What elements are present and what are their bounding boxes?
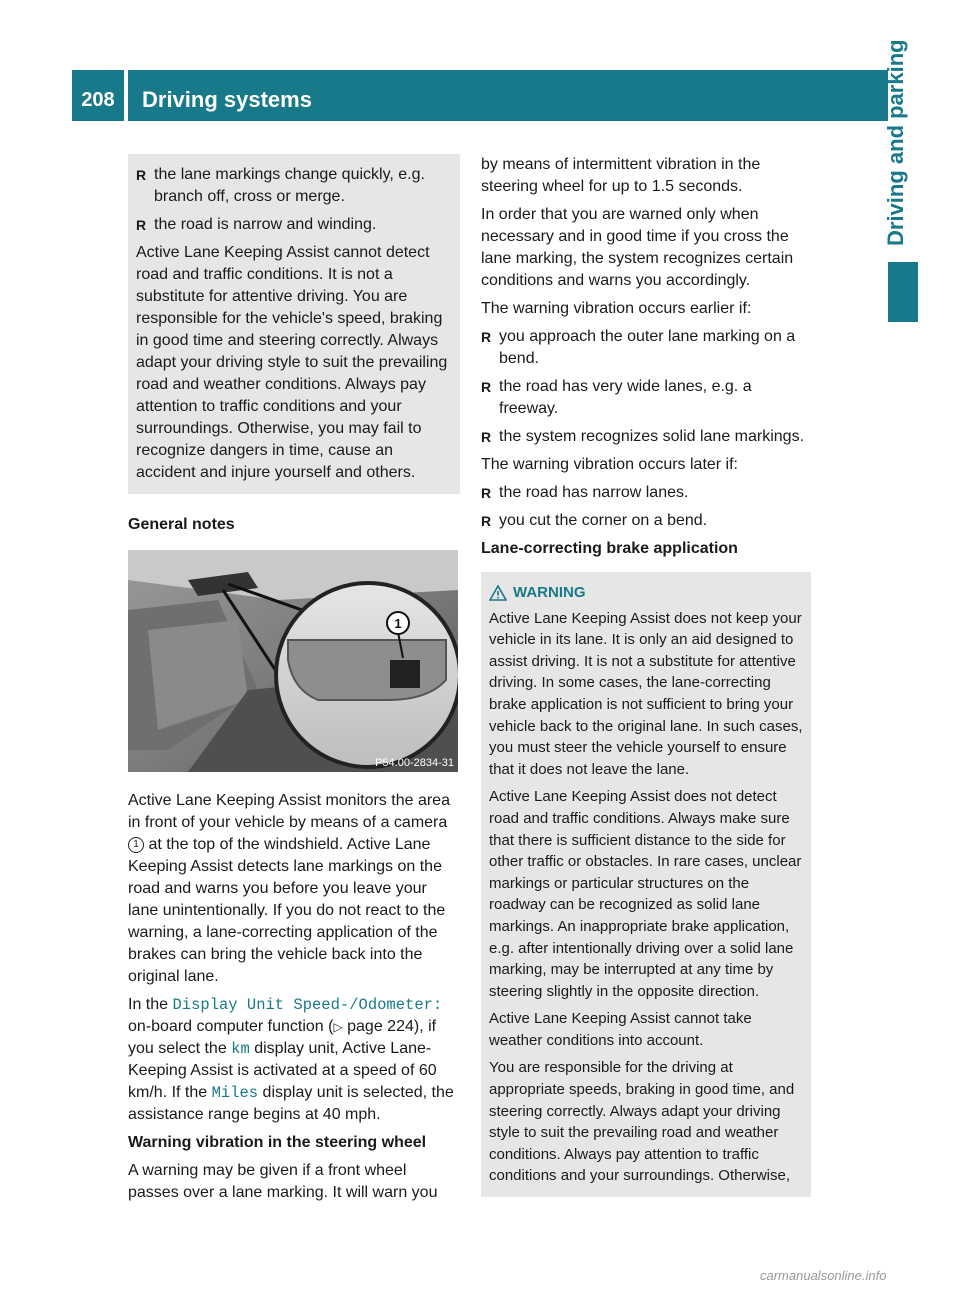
- left-column: [128, 154, 460, 1210]
- display-label: Miles: [211, 1084, 259, 1102]
- body-paragraph: A warning may be given if a front wheel passes over a lane marking. It will warn you: [128, 1162, 438, 1201]
- warning-vibration-heading: Warning vibration in the steering wheel: [128, 1134, 427, 1151]
- list-item: R you cut the corner on a bend.: [481, 510, 811, 532]
- list-item: R you approach the outer lane marking on a bend.: [481, 326, 811, 370]
- photo-code: P54.00-2834-31: [375, 757, 454, 769]
- body-paragraph: In order that you are warned only when necessary and in good time if you cross the lane marking, the system recognizes certain conditions and warns you accordingly.: [481, 206, 794, 289]
- chapter-label: Driving and parking: [883, 39, 908, 246]
- list-item: R the system recognizes solid lane markings.: [481, 426, 811, 448]
- caution-box: [128, 154, 460, 494]
- chapter-tab: [888, 262, 918, 322]
- warning-text: Active Lane Keeping Assist cannot take weather conditions into account.: [489, 1010, 752, 1049]
- para-text: display unit, Active Lane-Keeping Assist is activated at a speed of 60 km/h. If the: [128, 1040, 437, 1101]
- para-text: display unit is selected, the assistance range begins at 40 mph.: [128, 1084, 454, 1123]
- para-text: at the top of the windshield. Active Lane Keeping Assist detects lane markings on the road and warns you before you leave your lane unintentionally. If you do not react to the warning, a lane-correcting application of the brakes can bring the vehicle back into the original lane.: [128, 836, 446, 985]
- brake-application-heading: Lane-correcting brake application: [481, 540, 738, 557]
- warning-header: [489, 582, 803, 604]
- callout-ref: 1: [128, 837, 144, 853]
- general-notes-heading: General notes: [128, 516, 235, 533]
- header-separator: [124, 70, 128, 121]
- right-column: [481, 154, 811, 1197]
- list-item: R the road is narrow and winding.: [136, 214, 452, 236]
- warning-text: Active Lane Keeping Assist does not keep your vehicle in its lane. It is only an aid designed to assist driving. It is not a substitute for attentive driving. In some cases, the lane-correcting brake application is not sufficient to bring your vehicle back to the original lane. In such cases, you must steer the vehicle yourself to ensure that it does not leave the lane.: [489, 609, 803, 778]
- para-text: Active Lane Keeping Assist monitors the area in front of your vehicle by means of a camera: [128, 792, 450, 831]
- page-number: 208: [81, 89, 115, 111]
- body-paragraph: [128, 790, 460, 988]
- page-ref-arrow: ▷: [333, 1020, 343, 1034]
- para-text: In the: [128, 996, 173, 1013]
- warning-triangle-icon: [489, 585, 507, 601]
- warning-label: WARNING: [513, 584, 586, 601]
- list-item: R the lane markings change quickly, e.g. branch off, cross or merge.: [136, 164, 452, 208]
- body-paragraph: by means of intermittent vibration in the steering wheel for up to 1.5 seconds.: [481, 156, 761, 195]
- list-item: R the road has very wide lanes, e.g. a freeway.: [481, 376, 811, 420]
- display-label: Display Unit Speed-/Odometer:: [172, 996, 443, 1014]
- page-header: [72, 70, 888, 121]
- list-intro: The warning vibration occurs earlier if:: [481, 300, 752, 317]
- caution-text: Active Lane Keeping Assist cannot detect road and traffic conditions. It is not a substitute for attentive driving. You are responsible for the vehicle's speed, braking in good time and steering correctly. Always adapt your driving style to suit the prevailing road and weather conditions. Always pay attention to traffic conditions and your surroundings. Otherwise, you may fail to recognize dangers in time, cause an accident and injure yourself and others.: [136, 244, 448, 481]
- warning-text: You are responsible for the driving at appropriate speeds, braking in good time, and steering correctly. Always adapt your driving style to suit the prevailing road and weather conditions. Always pay attention to traffic conditions and your surroundings. Otherwise,: [489, 1059, 795, 1185]
- list-item: R the road has narrow lanes.: [481, 482, 811, 504]
- callout-number: 1: [394, 616, 402, 631]
- warning-text: Active Lane Keeping Assist does not detect road and traffic conditions. Always make sure that there is sufficient distance to the side for other traffic or obstacles. In rare cases, unclear markings or particular structures on the roadway can be recognized as solid lane markings. An inappropriate brake application, e.g. after intentionally driving over a solid lane marking, may be interrupted at any time by steering slightly in the opposite direction.: [489, 788, 802, 1000]
- body-paragraph: [128, 994, 460, 1126]
- camera-photo: [128, 550, 458, 772]
- display-label: km: [231, 1040, 250, 1058]
- section-title: Driving systems: [142, 87, 312, 112]
- list-intro: The warning vibration occurs later if:: [481, 456, 738, 473]
- para-text: on-board computer function (: [128, 1018, 334, 1035]
- watermark: carmanualsonline.info: [760, 1268, 887, 1283]
- page-reference[interactable]: page 224), if you select the: [128, 1018, 437, 1057]
- warning-box: [481, 572, 811, 1197]
